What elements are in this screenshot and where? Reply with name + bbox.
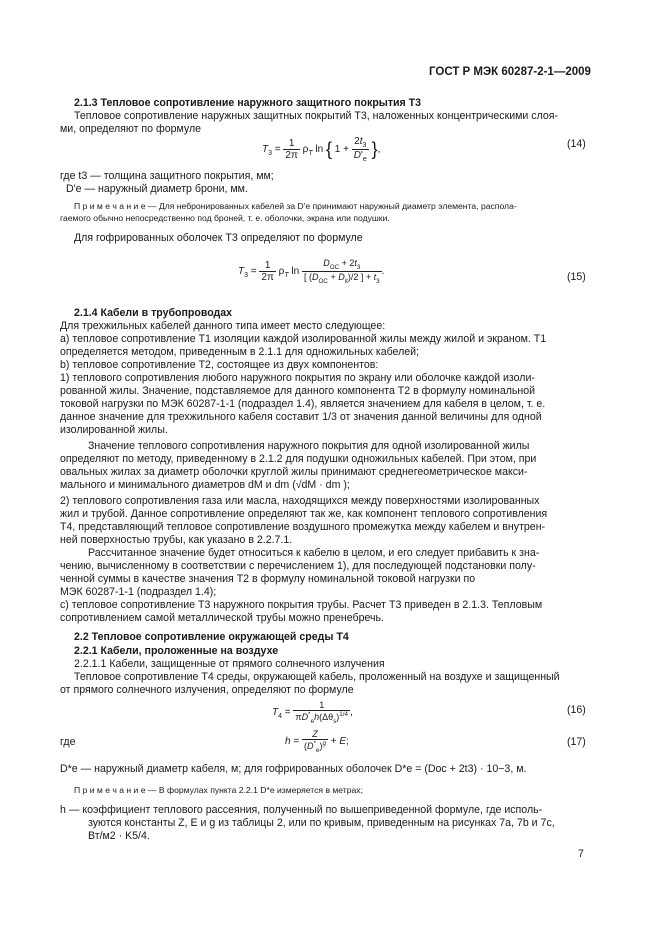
paragraph-line: Значение теплового сопротивления наружного покрытия для одной изолированной жилы: [88, 440, 530, 452]
paragraph-line: T4, представляющий тепловое сопротивление воздушного промежутка между кабелем и внутрен-: [60, 521, 546, 533]
paragraph-line: овальных жилах за диаметр оболочки круглой жилы принимают среднегеометрическое макси-: [60, 466, 528, 478]
section-2-1-4-heading: 2.1.4 Кабели в трубопроводах: [74, 307, 233, 319]
section-2-2-1-1-heading: 2.2.1.1 Кабели, защищенные от прямого солнечного излучения: [74, 658, 385, 670]
paragraph-line: c) тепловое сопротивление T3 наружного покрытия трубы. Расчет T3 приведен в 2.1.3. Тепловым: [60, 599, 543, 611]
paragraph-line: сопротивлением самой металлической трубы можно пренебречь.: [60, 612, 384, 624]
paragraph-line: Тепловое сопротивление наружных защитных покрытий T3, наложенных концентрическими слоя-: [74, 110, 559, 122]
section-2-2-1-heading: 2.2.1 Кабели, проложенные на воздухе: [74, 645, 279, 657]
paragraph-line: Рассчитанное значение будет относиться к кабелю в целом, и его следует прибавить к зна-: [88, 547, 540, 559]
equation-15: $T_3$ = $\frac{1}{2\pi}$ $\rho_T$ ln $\frac{D_{OC} + 2t_3}{[ (D_{OC} + D_{it})/2 ] + t_3}$ .: [238, 258, 385, 285]
legend-line: D'e — наружный диаметр брони, мм.: [66, 183, 248, 195]
paragraph-line: определяют по методу, приведенному в 2.1.2 для подушки одножильных кабелей. При этом, при: [60, 453, 537, 465]
paragraph-line: изолированной жилы.: [60, 424, 168, 436]
where-label: где: [60, 736, 76, 748]
page-number: 7: [578, 848, 584, 860]
equation-16-number: (16): [567, 704, 586, 716]
paragraph-line: a) тепловое сопротивление T1 изоляции каждой изолированной жилы между жилой и экраном. T1: [60, 333, 547, 345]
equation-16: $T_4$ = $\frac{1}{\pi D^*_eh(\Delta\theta_s)^{1/4}}$ ,: [272, 700, 353, 725]
legend-line: зуются константы Z, E и g из таблицы 2, или по кривым, приведенным на рисунках 7a, 7b и 7c,: [88, 817, 555, 829]
paragraph-line: мального и минимального диаметров dM и dm (√dM · dm );: [60, 479, 350, 491]
paragraph-line: токовой нагрузки по МЭК 60287-1-1 (подраздел 1.4), является значением для кабеля в целом, т. е.: [60, 398, 546, 410]
legend-line: D*e — наружный диаметр кабеля, м; для гофрированных оболочек D*e = (Doc + 2t3) · 10−3, м.: [60, 763, 527, 775]
paragraph-line: ми, определяют по формуле: [60, 123, 202, 135]
note-line: П р и м е ч а н и е — Для небронированных кабелей за D'e принимают наружный диаметр элемента, распола-: [74, 201, 517, 211]
paragraph-line: Для трехжильных кабелей данного типа имеет место следующее:: [60, 320, 386, 332]
equation-14-number: (14): [567, 138, 586, 150]
equation-17: h = $\frac{Z}{(D^*_e)^g}$ + E;: [285, 729, 349, 754]
legend-line: h — коэффициент теплового рассеяния, полученный по вышеприведенной формуле, где исполь-: [60, 804, 543, 816]
paragraph-line: МЭК 60287-1-1 (подраздел 1.4);: [60, 586, 217, 598]
paragraph-line: 1) теплового сопротивления любого наружного покрытия по экрану или оболочке каждой изоли-: [60, 372, 535, 384]
equation-17-number: (17): [567, 736, 586, 748]
note-line: П р и м е ч а н и е — В формулах пункта 2.2.1 D*e измеряется в метрах;: [74, 785, 363, 795]
section-2-1-3-heading: 2.1.3 Тепловое сопротивление наружного защитного покрытия T3: [74, 97, 422, 109]
equation-15-number: (15): [567, 271, 586, 283]
paragraph-line: чению, вычисленному в соответствии с перечислением 1), для последующей подстановки полу-: [60, 560, 536, 572]
paragraph-line: Для гофрированных оболочек T3 определяют по формуле: [74, 232, 363, 244]
paragraph-line: жил и трубой. Данное сопротивление определяют так же, как компонент теплового сопротивления: [60, 508, 548, 520]
paragraph-line: от прямого солнечного излучения, определяют по формуле: [60, 684, 354, 696]
standard-header: ГОСТ Р МЭК 60287-2-1—2009: [429, 66, 591, 78]
legend-line: где t3 — толщина защитного покрытия, мм;: [60, 170, 274, 182]
paragraph-line: определяется методом, приведенным в 2.1.1 для одножильных кабелей;: [60, 346, 420, 358]
paragraph-line: b) тепловое сопротивление T2, состоящее из двух компонентов:: [60, 359, 379, 371]
note-line: гаемого обычно непосредственно под броней, т. е. оболочки, экрана или подушки.: [60, 213, 390, 223]
paragraph-line: рованной жилы. Значение, подставляемое для данного компонента T2 в формулу номинальной: [60, 385, 536, 397]
paragraph-line: ней поверхностью трубы, как указано в 2.2.7.1.: [60, 534, 293, 546]
paragraph-line: ченной суммы в качестве значения T2 в формулу номинальной токовой нагрузки по: [60, 573, 476, 585]
paragraph-line: Тепловое сопротивление T4 среды, окружающей кабель, проложенный на воздухе и защищенный: [74, 671, 560, 683]
paragraph-line: данное значение для трехжильного кабеля составит 1/3 от значения данной величины для одной: [60, 411, 542, 423]
equation-14: $T_3$ = $\frac{1}{2\pi}$ $\rho_T$ ln { 1 + $\frac{2t_3}{D'_e}$ },: [262, 136, 381, 163]
legend-line: Вт/м2 · K5/4.: [88, 830, 150, 842]
paragraph-line: 2) теплового сопротивления газа или масла, находящихся между поверхностями изолированных: [60, 495, 540, 507]
section-2-2-heading: 2.2 Тепловое сопротивление окружающей среды T4: [74, 631, 349, 643]
